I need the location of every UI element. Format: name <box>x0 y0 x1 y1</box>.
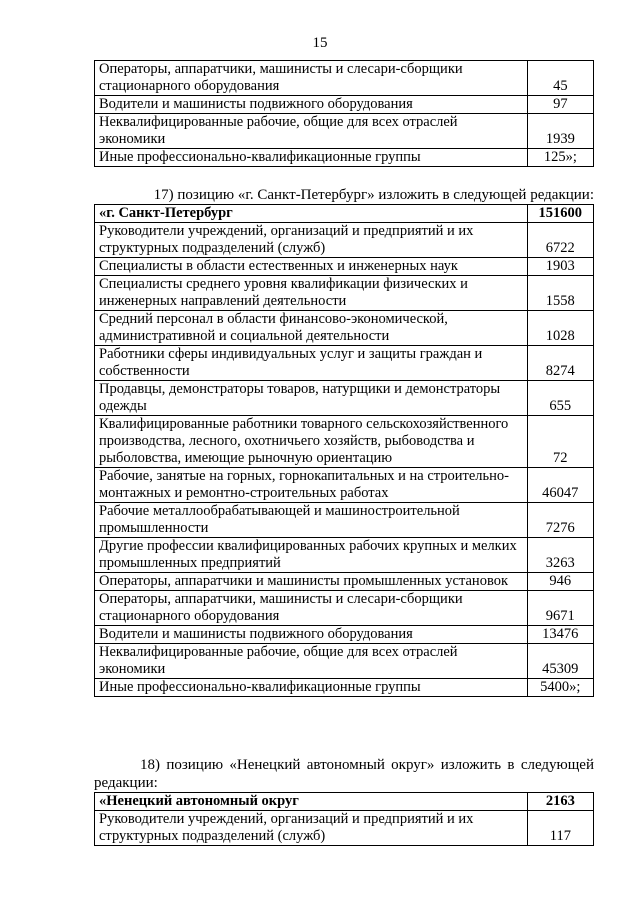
table-header-row <box>95 205 594 223</box>
table-row <box>95 416 594 468</box>
table-row <box>95 679 594 697</box>
row-label: Водители и машинисты подвижного оборудования <box>95 96 528 114</box>
region-name: «Ненецкий автономный округ <box>95 793 528 811</box>
table-row <box>95 149 594 167</box>
table-row <box>95 503 594 538</box>
row-value: 6722 <box>527 223 593 258</box>
region-total: 2163 <box>527 793 593 811</box>
section-18-heading: 18) позицию «Ненецкий автономный округ» изложить в следующей редакции: <box>94 757 594 791</box>
row-value: 5400»; <box>527 679 593 697</box>
row-value: 3263 <box>527 538 593 573</box>
table-row <box>95 96 594 114</box>
row-value: 72 <box>527 416 593 468</box>
row-label: Квалифицированные работники товарного сельскохозяйственного производства, лесного, охотничьего хозяйств, рыбоводства и рыболовства, имеющие рыночную ориентацию <box>95 416 528 468</box>
section-17-heading: 17) позицию «г. Санкт-Петербург» изложить в следующей редакции: <box>153 187 594 203</box>
table-nenets <box>94 792 594 846</box>
table-header-row <box>95 793 594 811</box>
row-value: 7276 <box>527 503 593 538</box>
row-value: 8274 <box>527 346 593 381</box>
row-label: Специалисты в области естественных и инженерных наук <box>95 258 528 276</box>
table-row <box>95 811 594 846</box>
row-value: 125»; <box>527 149 593 167</box>
row-value: 1903 <box>527 258 593 276</box>
row-value: 946 <box>527 573 593 591</box>
row-label: Водители и машинисты подвижного оборудования <box>95 626 528 644</box>
row-label: Иные профессионально-квалификационные группы <box>95 149 528 167</box>
table-row <box>95 626 594 644</box>
row-value: 45309 <box>527 644 593 679</box>
row-value: 9671 <box>527 591 593 626</box>
table-row <box>95 61 594 96</box>
row-label: Операторы, аппаратчики, машинисты и слесари-сборщики стационарного оборудования <box>95 591 528 626</box>
row-value: 97 <box>527 96 593 114</box>
row-label: Неквалифицированные рабочие, общие для всех отраслей экономики <box>95 644 528 679</box>
table-row <box>95 573 594 591</box>
table-saint-petersburg <box>94 204 594 697</box>
row-value: 45 <box>527 61 593 96</box>
row-label: Неквалифицированные рабочие, общие для всех отраслей экономики <box>95 114 528 149</box>
row-value: 1939 <box>527 114 593 149</box>
table-row <box>95 538 594 573</box>
page-number: 15 <box>312 35 328 51</box>
row-value: 117 <box>527 811 593 846</box>
table-row <box>95 114 594 149</box>
row-label: Рабочие металлообрабатывающей и машиностроительной промышленности <box>95 503 528 538</box>
row-label: Руководители учреждений, организаций и предприятий и их структурных подразделений (служб) <box>95 811 528 846</box>
table-row <box>95 591 594 626</box>
row-label: Продавцы, демонстраторы товаров, натурщики и демонстраторы одежды <box>95 381 528 416</box>
row-label: Руководители учреждений, организаций и предприятий и их структурных подразделений (служб) <box>95 223 528 258</box>
row-label: Работники сферы индивидуальных услуг и защиты граждан и собственности <box>95 346 528 381</box>
table-row <box>95 468 594 503</box>
region-total: 151600 <box>527 205 593 223</box>
row-value: 46047 <box>527 468 593 503</box>
table-row <box>95 223 594 258</box>
table-row <box>95 258 594 276</box>
row-label: Операторы, аппаратчики, машинисты и слесари-сборщики стационарного оборудования <box>95 61 528 96</box>
table-row <box>95 346 594 381</box>
row-label: Иные профессионально-квалификационные группы <box>95 679 528 697</box>
table-row <box>95 276 594 311</box>
row-value: 655 <box>527 381 593 416</box>
row-value: 1028 <box>527 311 593 346</box>
table-row <box>95 644 594 679</box>
row-label: Другие профессии квалифицированных рабочих крупных и мелких промышленных предприятий <box>95 538 528 573</box>
table-top-continuation <box>94 60 594 167</box>
row-value: 1558 <box>527 276 593 311</box>
table-row <box>95 381 594 416</box>
region-name: «г. Санкт-Петербург <box>95 205 528 223</box>
row-label: Рабочие, занятые на горных, горнокапитальных и на строительно-монтажных и ремонтно-строительных работах <box>95 468 528 503</box>
row-label: Специалисты среднего уровня квалификации физических и инженерных направлений деятельности <box>95 276 528 311</box>
row-label: Средний персонал в области финансово-экономической, административной и социальной деятельности <box>95 311 528 346</box>
row-label: Операторы, аппаратчики и машинисты промышленных установок <box>95 573 528 591</box>
table-row <box>95 311 594 346</box>
row-value: 13476 <box>527 626 593 644</box>
